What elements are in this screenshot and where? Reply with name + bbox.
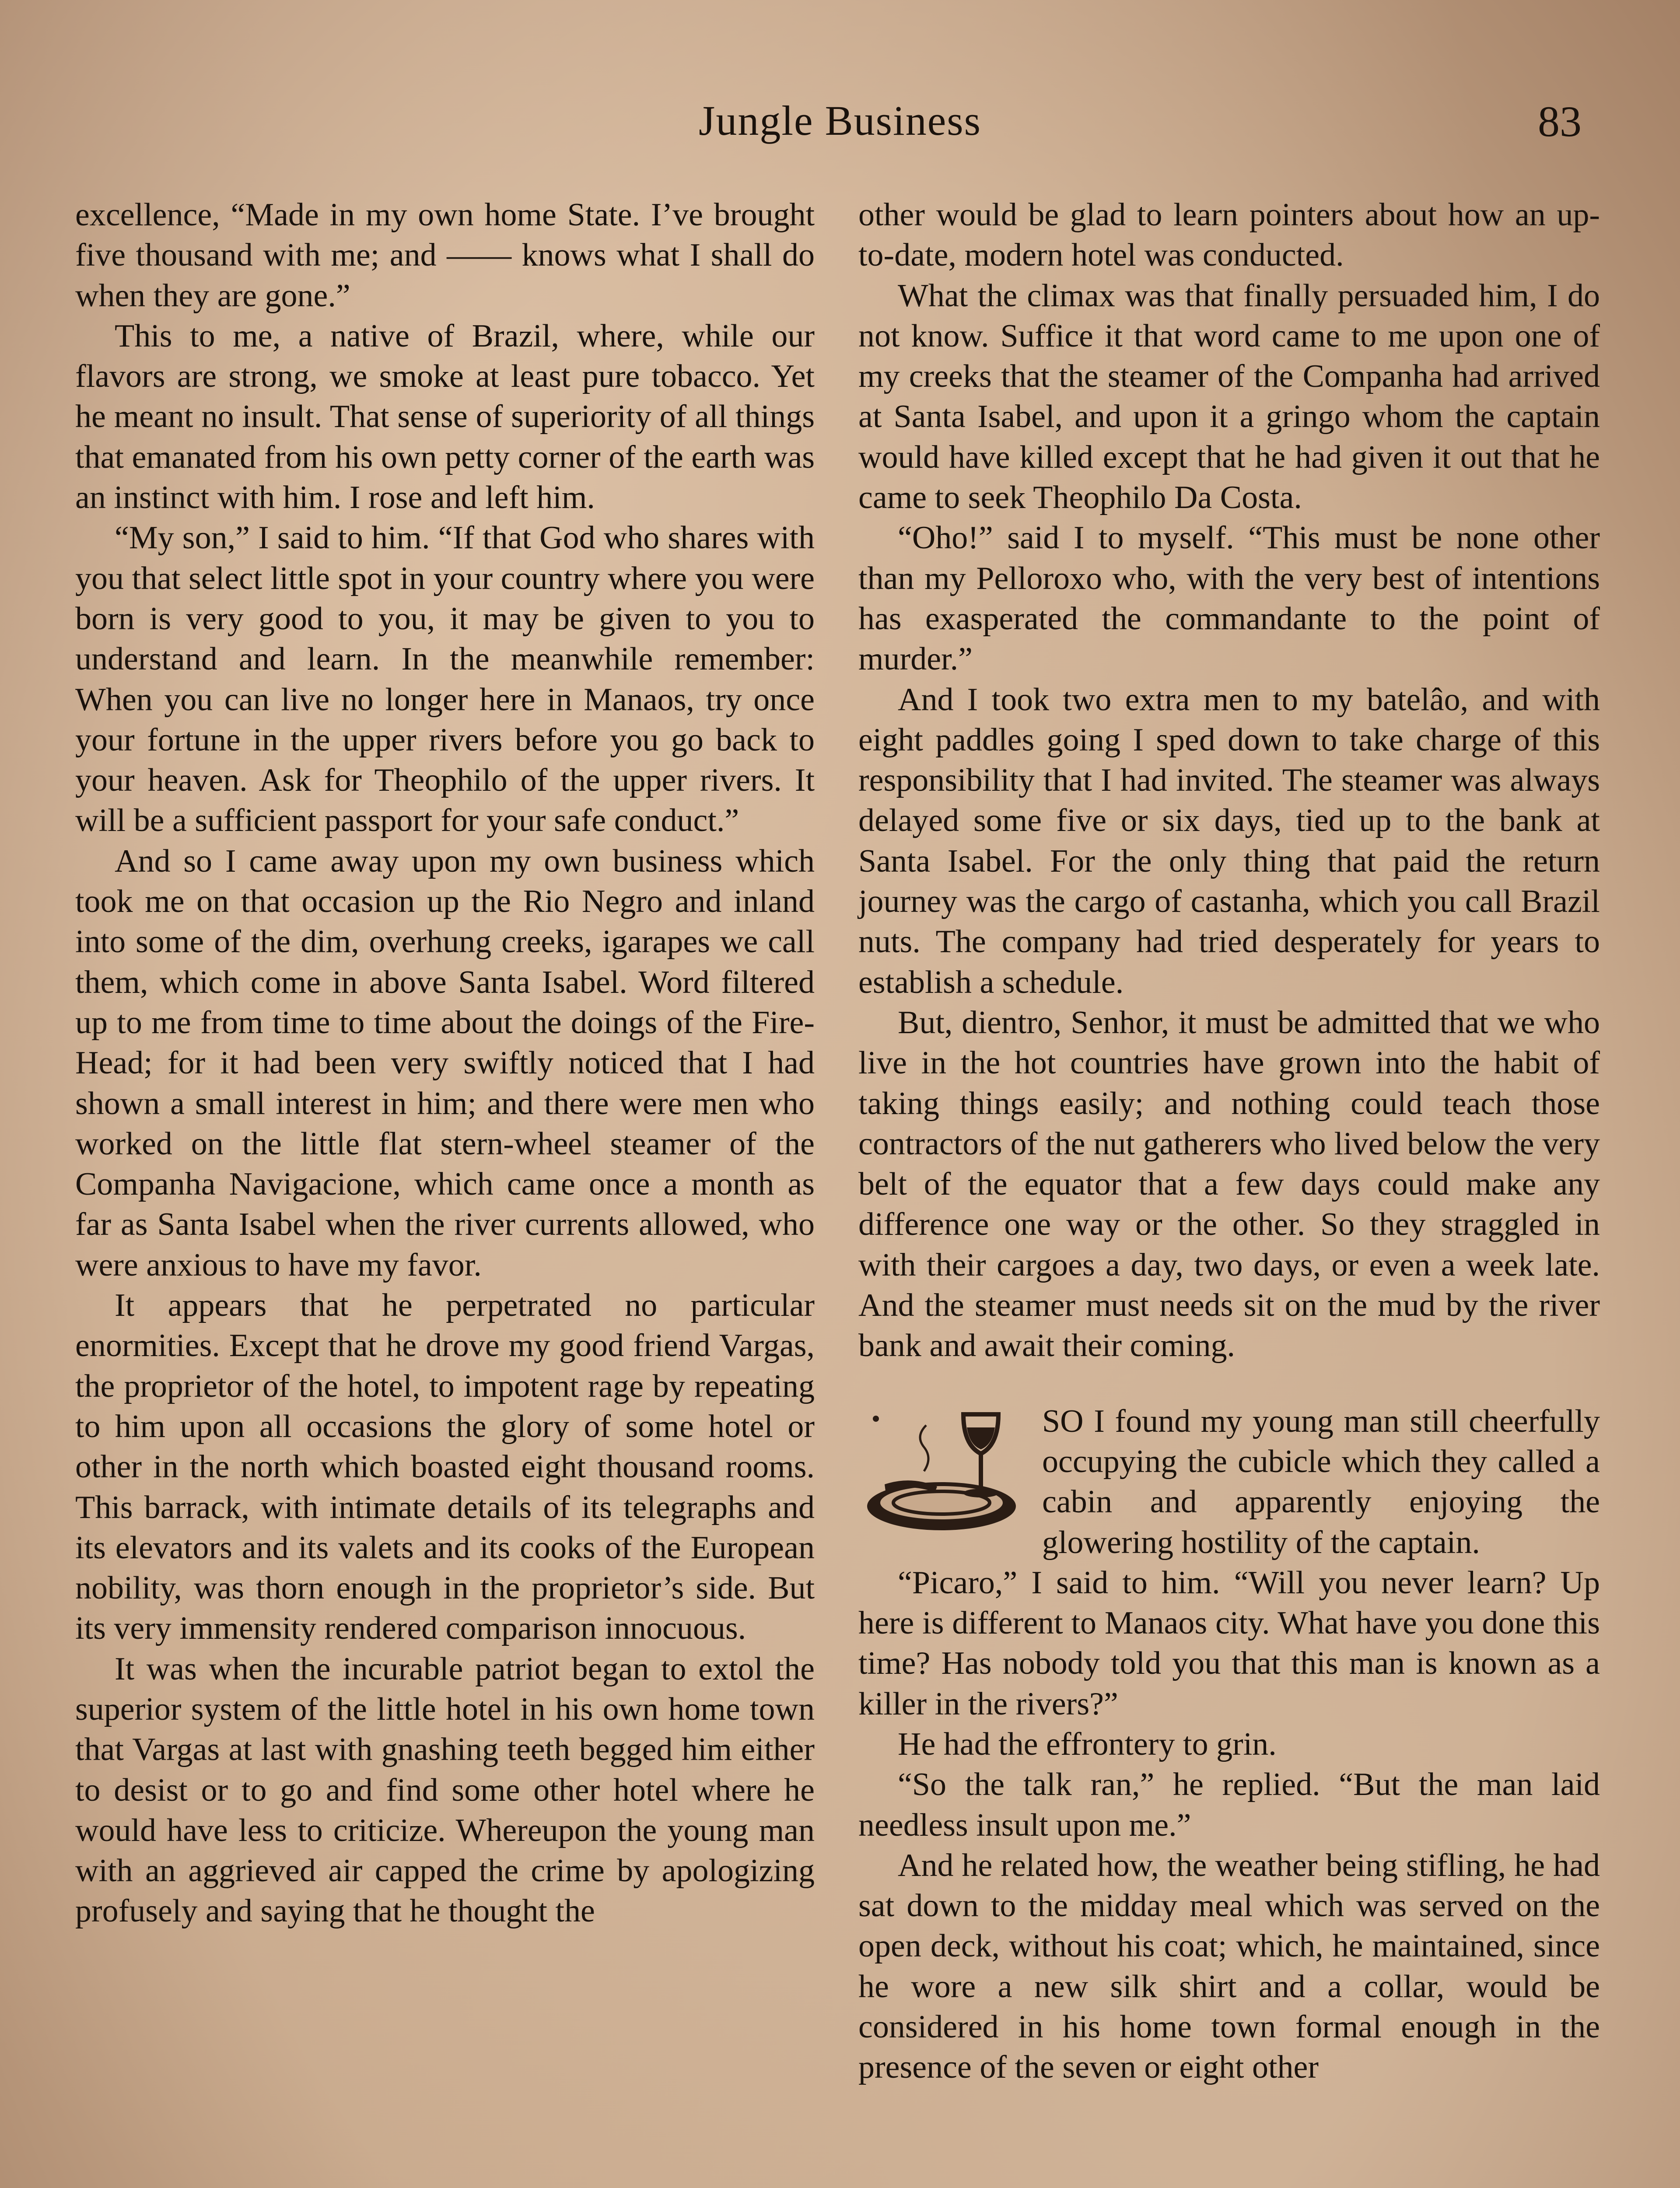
paragraph: “My son,” I said to him. “If that God who shares with you that select little spot in your country where you were born is very good to you, it may be given to you to understand and learn. In the meanwhile remember: When you can live no longer here in Manaos, try once your fortune in the upper rivers before you go back to your heaven. Ask for Theophilo of the upper rivers. It will be a sufficient passport for your safe conduct.” (75, 520, 815, 839)
paragraph: And he related how, the weather being stifling, he had sat down to the midday meal which was served on the open deck, without his coat; which, he maintained, since he wore a new silk shirt and a collar, would be considered in his home town formal enough in the presence of the seven or eight other (858, 1847, 1600, 2086)
paragraph: excellence, “Made in my own home State. I’ve brought five thousand with me; and —— knows what I shall do when they are gone.” (75, 197, 815, 314)
vignette-paragraph: SO I found my young man still cheerfully occupying the cubicle which they called a cabin and apparently enjoying the glowering hostility of the captain. (1042, 1403, 1600, 1560)
paragraph: And I took two extra men to my batelâo, and with eight paddles going I sped down to take charge of this responsibility that I had invited. The steamer was always delayed some five or six days, tied up to the bank at Santa Isabel. For the only thing that paid the return journey was the cargo of castanha, which you call Brazil nuts. The company had tried desperately for years to establish a schedule. (858, 681, 1600, 1000)
paragraph: “Oho!” said I to myself. “This must be none other than my Pelloroxo who, with the very best of intentions has exasperated the commandante to the point of murder.” (858, 520, 1600, 677)
paragraph: “So the talk ran,” he replied. “But the man laid needless insult upon me.” (858, 1767, 1600, 1843)
paragraph: This to me, a native of Brazil, where, while our flavors are strong, we smoke at least pure tobacco. Yet he meant no insult. That sense of superiority of all things that emanated from his own petty corner of the earth was an instinct with him. I rose and left him. (75, 318, 815, 516)
running-title: Jungle Business (698, 97, 982, 144)
vignette-paragraph-block (858, 1401, 1600, 1563)
page-header (0, 79, 1680, 166)
right-column (858, 195, 1600, 2088)
wine-glass-and-cigar-vignette-icon (858, 1406, 1033, 1537)
paragraph: What the climax was that finally persuaded him, I do not know. Suffice it that word came to me upon one of my creeks that the steamer of the Companha had arrived at Santa Isabel, and upon it a gringo whom the captain would have killed except that he had given it out that he came to seek Theophilo Da Costa. (858, 277, 1600, 516)
left-column (75, 195, 815, 1932)
paragraph: It appears that he perpetrated no particular enormities. Except that he drove my good friend Vargas, the proprietor of the hotel, to impotent rage by repeating to him upon all occasions the glory of some hotel or other in the north which boasted eight thousand rooms. This barrack, with intimate details of its telegraphs and its elevators and its valets and its cooks of the European nobility, was thorn enough in the proprietor’s side. But its very immensity rendered comparison innocuous. (75, 1287, 815, 1647)
page-number: 83 (1538, 97, 1582, 146)
paragraph: other would be glad to learn pointers about how an up-to-date, modern hotel was conducted. (858, 197, 1600, 274)
section-break (858, 1366, 1600, 1401)
paragraph: But, dientro, Senhor, it must be admitted that we who live in the hot countries have grown into the habit of taking things easily; and nothing could teach those contractors of the nut gatherers who lived below the very belt of the equator that a few days could make any difference one way or the other. So they straggled in with their cargoes a day, two days, or even a week late. And the steamer must needs sit on the mud by the river bank and await their coming. (858, 1004, 1600, 1364)
paragraph: “Picaro,” I said to him. “Will you never learn? Up here is different to Manaos city. What have you done this time? Has nobody told you that this man is known as a killer in the rivers?” (858, 1564, 1600, 1722)
paragraph: He had the effrontery to grin. (898, 1726, 1277, 1762)
paragraph: It was when the incurable patriot began to extol the superior system of the little hotel in his own home town that Vargas at last with gnashing teeth begged him either to desist or to go and find some other hotel where he would have less to criticize. Whereupon the young man with an aggrieved air capped the crime by apologizing profusely and saying that he thought the (75, 1651, 815, 1929)
paragraph: And so I came away upon my own business which took me on that occasion up the Rio Negro and inland into some of the dim, overhung creeks, igarapes we call them, which come in above Santa Isabel. Word filtered up to me from time to time about the doings of the Fire-Head; for it had been very swiftly noticed that I had shown a small interest in him; and there were men who worked on the little flat stern-wheel steamer of the Companha Navigacione, which came once a month as far as Santa Isabel when the river currents allowed, who were anxious to have my favor. (75, 843, 815, 1283)
